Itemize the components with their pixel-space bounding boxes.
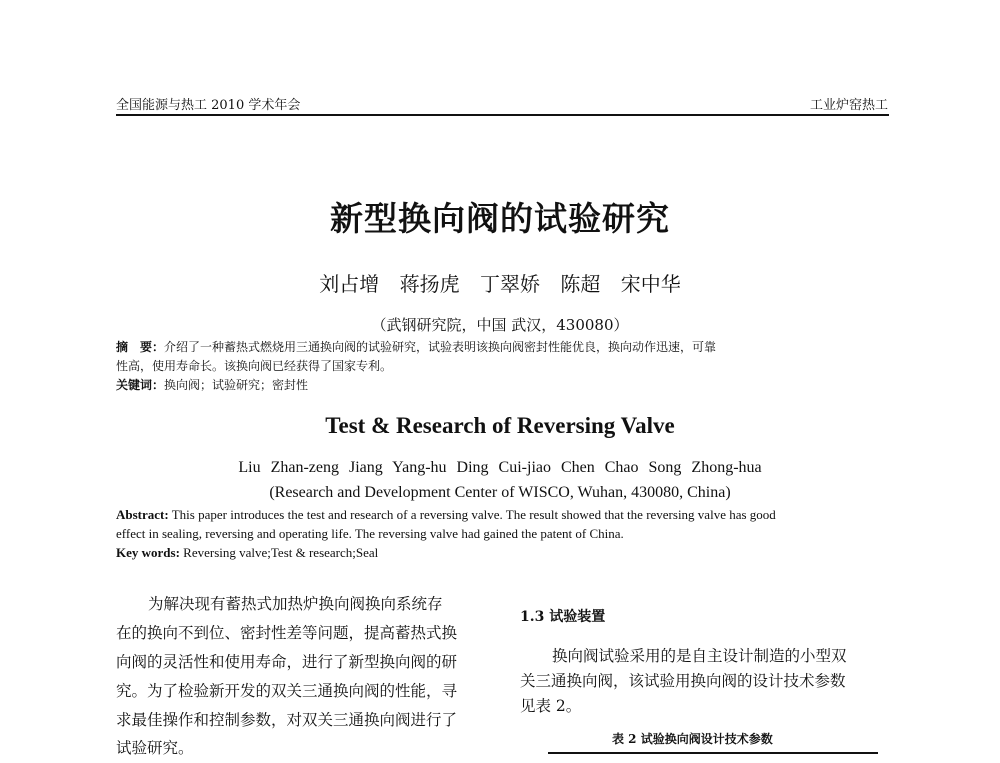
paper-title-en: Test & Research of Reversing Valve (325, 413, 675, 438)
keywords-cn-label: 关键词： (116, 378, 165, 392)
paper-title-cn: 新型换向阀的试验研究 (330, 199, 670, 238)
affiliation-en: (Research and Development Center of WISCO, Wuhan, 430080, China) (269, 484, 731, 501)
body-left-line1: 为解决现有蓄热式加热炉换向阀换向系统存 (148, 595, 443, 613)
abstract-en-text1: This paper introduces the test and research of a reversing valve. The result showed that the reversing valve has good (168, 507, 776, 522)
keywords-cn-text: 换向阀；试验研究；密封性 (164, 378, 309, 392)
table-caption: 表 2 试验换向阀设计技术参数 (612, 732, 773, 746)
authors-en: Liu Zhan-zeng Jiang Yang-hu Ding Cui-jiao Chen Chao Song Zhong-hua (238, 459, 762, 476)
running-header-left: 全国能源与热工 2010 学术年会 (116, 98, 301, 113)
body-left-line5: 求最佳操作和控制参数，对双关三通换向阀进行了 (116, 711, 458, 729)
abstract-en-line1 (116, 505, 776, 524)
body-left-line2: 在的换向不到位、密封性差等问题，提高蓄热式换 (116, 624, 458, 642)
affiliation-cn: （武钢研究院，中国 武汉，430080） (371, 316, 629, 334)
section-heading-1-3: 1.3 试验装置 (520, 609, 606, 625)
body-left-line6: 试验研究。 (116, 739, 194, 757)
authors-cn: 刘占增 蒋扬虎 丁翠娇 陈超 宋中华 (319, 272, 681, 296)
body-left-line4: 究。为了检验新开发的双关三通换向阀的性能，寻 (116, 682, 458, 700)
keywords-en-label: Key words: (116, 545, 180, 560)
table-top-rule (548, 752, 878, 754)
body-right-line2: 关三通换向阀，该试验用换向阀的设计技术参数 (520, 672, 846, 690)
abstract-en-line2: effect in sealing, reversing and operating life. The reversing valve had gained the patent of China. (116, 526, 624, 541)
abstract-cn-text1: 介绍了一种蓄热式燃烧用三通换向阀的试验研究，试验表明该换向阀密封性能优良，换向动作迅速，可靠 (164, 340, 717, 354)
keywords-en-text: Reversing valve;Test & research;Seal (179, 545, 379, 560)
body-right-line3: 见表 2。 (520, 697, 582, 715)
abstract-cn-line1 (116, 338, 716, 357)
header-rule (116, 114, 889, 116)
keywords-en (116, 543, 378, 562)
abstract-en-label: Abstract: (116, 507, 169, 522)
body-right-line1: 换向阀试验采用的是自主设计制造的小型双 (552, 647, 847, 665)
body-left-line3: 向阀的灵活性和使用寿命，进行了新型换向阀的研 (116, 653, 458, 671)
running-header-right: 工业炉窑热工 (809, 98, 888, 113)
abstract-cn-label: 摘 要： (116, 340, 165, 354)
abstract-cn-line2: 性高，使用寿命长。该换向阀已经获得了国家专利。 (116, 359, 393, 373)
keywords-cn (116, 376, 308, 395)
